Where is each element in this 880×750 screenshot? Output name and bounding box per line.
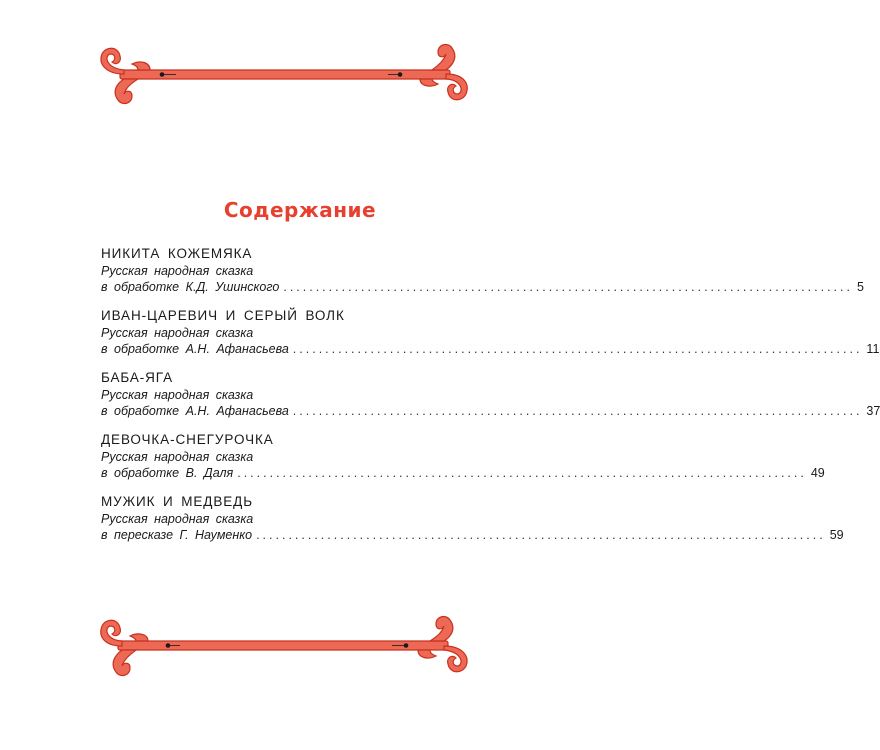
entry-title: ДЕВОЧКА-СНЕГУРОЧКА bbox=[101, 432, 274, 447]
entry-credit-line bbox=[101, 465, 825, 481]
entry-subtitle: Русская народная сказка bbox=[101, 388, 254, 402]
entry-subtitle: Русская народная сказка bbox=[101, 326, 254, 340]
page-number: 11 bbox=[866, 342, 880, 356]
top-ornament-icon bbox=[0, 38, 600, 108]
entry-title: МУЖИК И МЕДВЕДЬ bbox=[101, 494, 253, 509]
entry-title: НИКИТА КОЖЕМЯКА bbox=[101, 246, 253, 261]
entry-credit: в обработке А.Н. Афанасьева bbox=[101, 342, 289, 356]
entry-credit: в обработке А.Н. Афанасьева bbox=[101, 404, 289, 418]
bottom-ornament-icon bbox=[0, 612, 600, 682]
page-number: 49 bbox=[810, 466, 825, 480]
page-number: 37 bbox=[866, 404, 880, 418]
page-title: Содержание bbox=[223, 198, 377, 222]
entry-credit: в обработке В. Даля bbox=[101, 466, 234, 480]
entry-subtitle: Русская народная сказка bbox=[101, 450, 254, 464]
entry-subtitle: Русская народная сказка bbox=[101, 512, 254, 526]
table-of-contents bbox=[101, 244, 880, 554]
toc-entry[interactable] bbox=[101, 368, 880, 419]
toc-entry[interactable] bbox=[101, 244, 864, 295]
entry-credit-line bbox=[101, 279, 864, 295]
toc-entry[interactable] bbox=[101, 492, 844, 543]
page-number: 59 bbox=[829, 528, 844, 542]
leader-dots: ........................................................................................ bbox=[256, 528, 826, 542]
entry-title: БАБА-ЯГА bbox=[101, 370, 173, 385]
entry-credit-line bbox=[101, 341, 880, 357]
entry-credit: в пересказе Г. Науменко bbox=[101, 528, 253, 542]
toc-entry[interactable] bbox=[101, 306, 880, 357]
entry-credit: в обработке К.Д. Ушинского bbox=[101, 280, 280, 294]
entry-subtitle: Русская народная сказка bbox=[101, 264, 254, 278]
entry-credit-line bbox=[101, 527, 844, 543]
leader-dots: ........................................................................................ bbox=[292, 404, 863, 418]
toc-entry[interactable] bbox=[101, 430, 825, 481]
page-number: 5 bbox=[856, 280, 864, 294]
leader-dots: ........................................................................................ bbox=[292, 342, 863, 356]
leader-dots: ........................................................................................ bbox=[237, 466, 807, 480]
leader-dots: ........................................................................................ bbox=[283, 280, 853, 294]
entry-title: ИВАН-ЦАРЕВИЧ И СЕРЫЙ ВОЛК bbox=[101, 308, 345, 323]
entry-credit-line bbox=[101, 403, 880, 419]
